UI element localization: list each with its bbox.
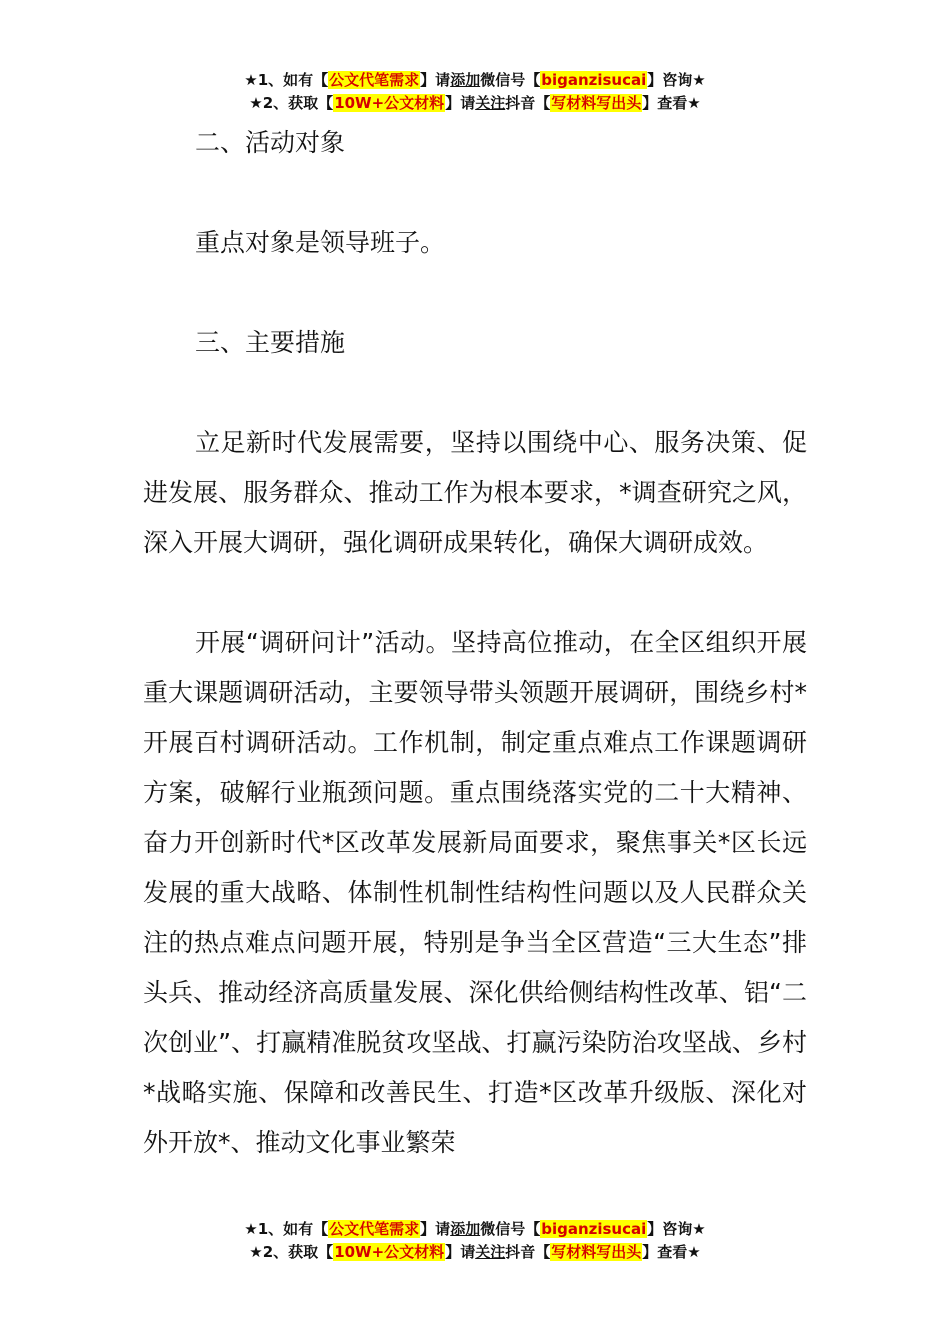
promo-text: 】请 bbox=[420, 1220, 451, 1238]
promo-wechat-id: biganzisucai bbox=[541, 71, 647, 89]
promo-underline: 添加 bbox=[450, 71, 481, 89]
promo-text: 】请 bbox=[445, 94, 476, 112]
section-heading-2: 二、活动对象 bbox=[195, 128, 346, 157]
document-body bbox=[143, 118, 807, 1168]
paragraph-gap bbox=[143, 168, 807, 218]
promo-line-2 bbox=[0, 1241, 950, 1264]
promo-text: 】查看★ bbox=[642, 1243, 701, 1261]
promo-line-1 bbox=[0, 69, 950, 92]
measures-paragraph-2: 开展“调研问计”活动。坚持高位推动，在全区组织开展重大课题调研活动，主要领导带头领题开展调研，围绕乡村*开展百村调研活动。工作机制，制定重点难点工作课题调研方案，破解行业瓶颈问题。重点围绕落实党的二十大精神、奋力开创新时代*区改革发展新局面要求，聚焦事关*区长远发展的重大战略、体制性机制性结构性问题以及人民群众关注的热点难点问题开展，特别是争当全区营造“三大生态”排头兵、推动经济高质量发展、深化供给侧结构性改革、铝“二次创业”、打赢精准脱贫攻坚战、打赢污染防治攻坚战、乡村*战略实施、保障和改善民生、打造*区改革升级版、深化对外开放*、推动文化事业繁荣 bbox=[143, 628, 807, 1157]
promo-text: ★1、如有【 bbox=[244, 71, 329, 89]
promo-highlight: 10W+公文材料 bbox=[334, 94, 445, 112]
promo-underline: 关注 bbox=[475, 1243, 506, 1261]
promo-underline: 关注 bbox=[475, 94, 506, 112]
paragraph-gap bbox=[143, 568, 807, 618]
promo-douyin-id: 写材料写出头 bbox=[551, 94, 642, 112]
promo-underline: 添加 bbox=[450, 1220, 481, 1238]
target-paragraph: 重点对象是领导班子。 bbox=[195, 228, 446, 257]
promo-line-2 bbox=[0, 92, 950, 115]
promo-text: 】请 bbox=[445, 1243, 476, 1261]
promo-text: 抖音【 bbox=[505, 1243, 551, 1261]
top-promo-banner bbox=[0, 69, 950, 115]
promo-text: 】咨询★ bbox=[647, 1220, 706, 1238]
paragraph-gap bbox=[143, 368, 807, 418]
promo-text: ★1、如有【 bbox=[244, 1220, 329, 1238]
promo-text: ★2、获取【 bbox=[249, 94, 334, 112]
promo-text: 抖音【 bbox=[505, 94, 551, 112]
promo-text: 微信号【 bbox=[480, 71, 541, 89]
promo-highlight: 公文代笔需求 bbox=[329, 71, 420, 89]
measures-paragraph-1: 立足新时代发展需要，坚持以围绕中心、服务决策、促进发展、服务群众、推动工作为根本要求，*调查研究之风，深入开展大调研，强化调研成果转化，确保大调研成效。 bbox=[143, 428, 807, 557]
promo-douyin-id: 写材料写出头 bbox=[551, 1243, 642, 1261]
promo-highlight: 10W+公文材料 bbox=[334, 1243, 445, 1261]
promo-text: ★2、获取【 bbox=[249, 1243, 334, 1261]
promo-text: 】咨询★ bbox=[647, 71, 706, 89]
promo-text: 】请 bbox=[420, 71, 451, 89]
promo-wechat-id: biganzisucai bbox=[541, 1220, 647, 1238]
promo-text: 】查看★ bbox=[642, 94, 701, 112]
promo-highlight: 公文代笔需求 bbox=[329, 1220, 420, 1238]
section-heading-3: 三、主要措施 bbox=[195, 328, 346, 357]
promo-text: 微信号【 bbox=[480, 1220, 541, 1238]
promo-line-1 bbox=[0, 1218, 950, 1241]
bottom-promo-banner bbox=[0, 1218, 950, 1264]
paragraph-gap bbox=[143, 268, 807, 318]
